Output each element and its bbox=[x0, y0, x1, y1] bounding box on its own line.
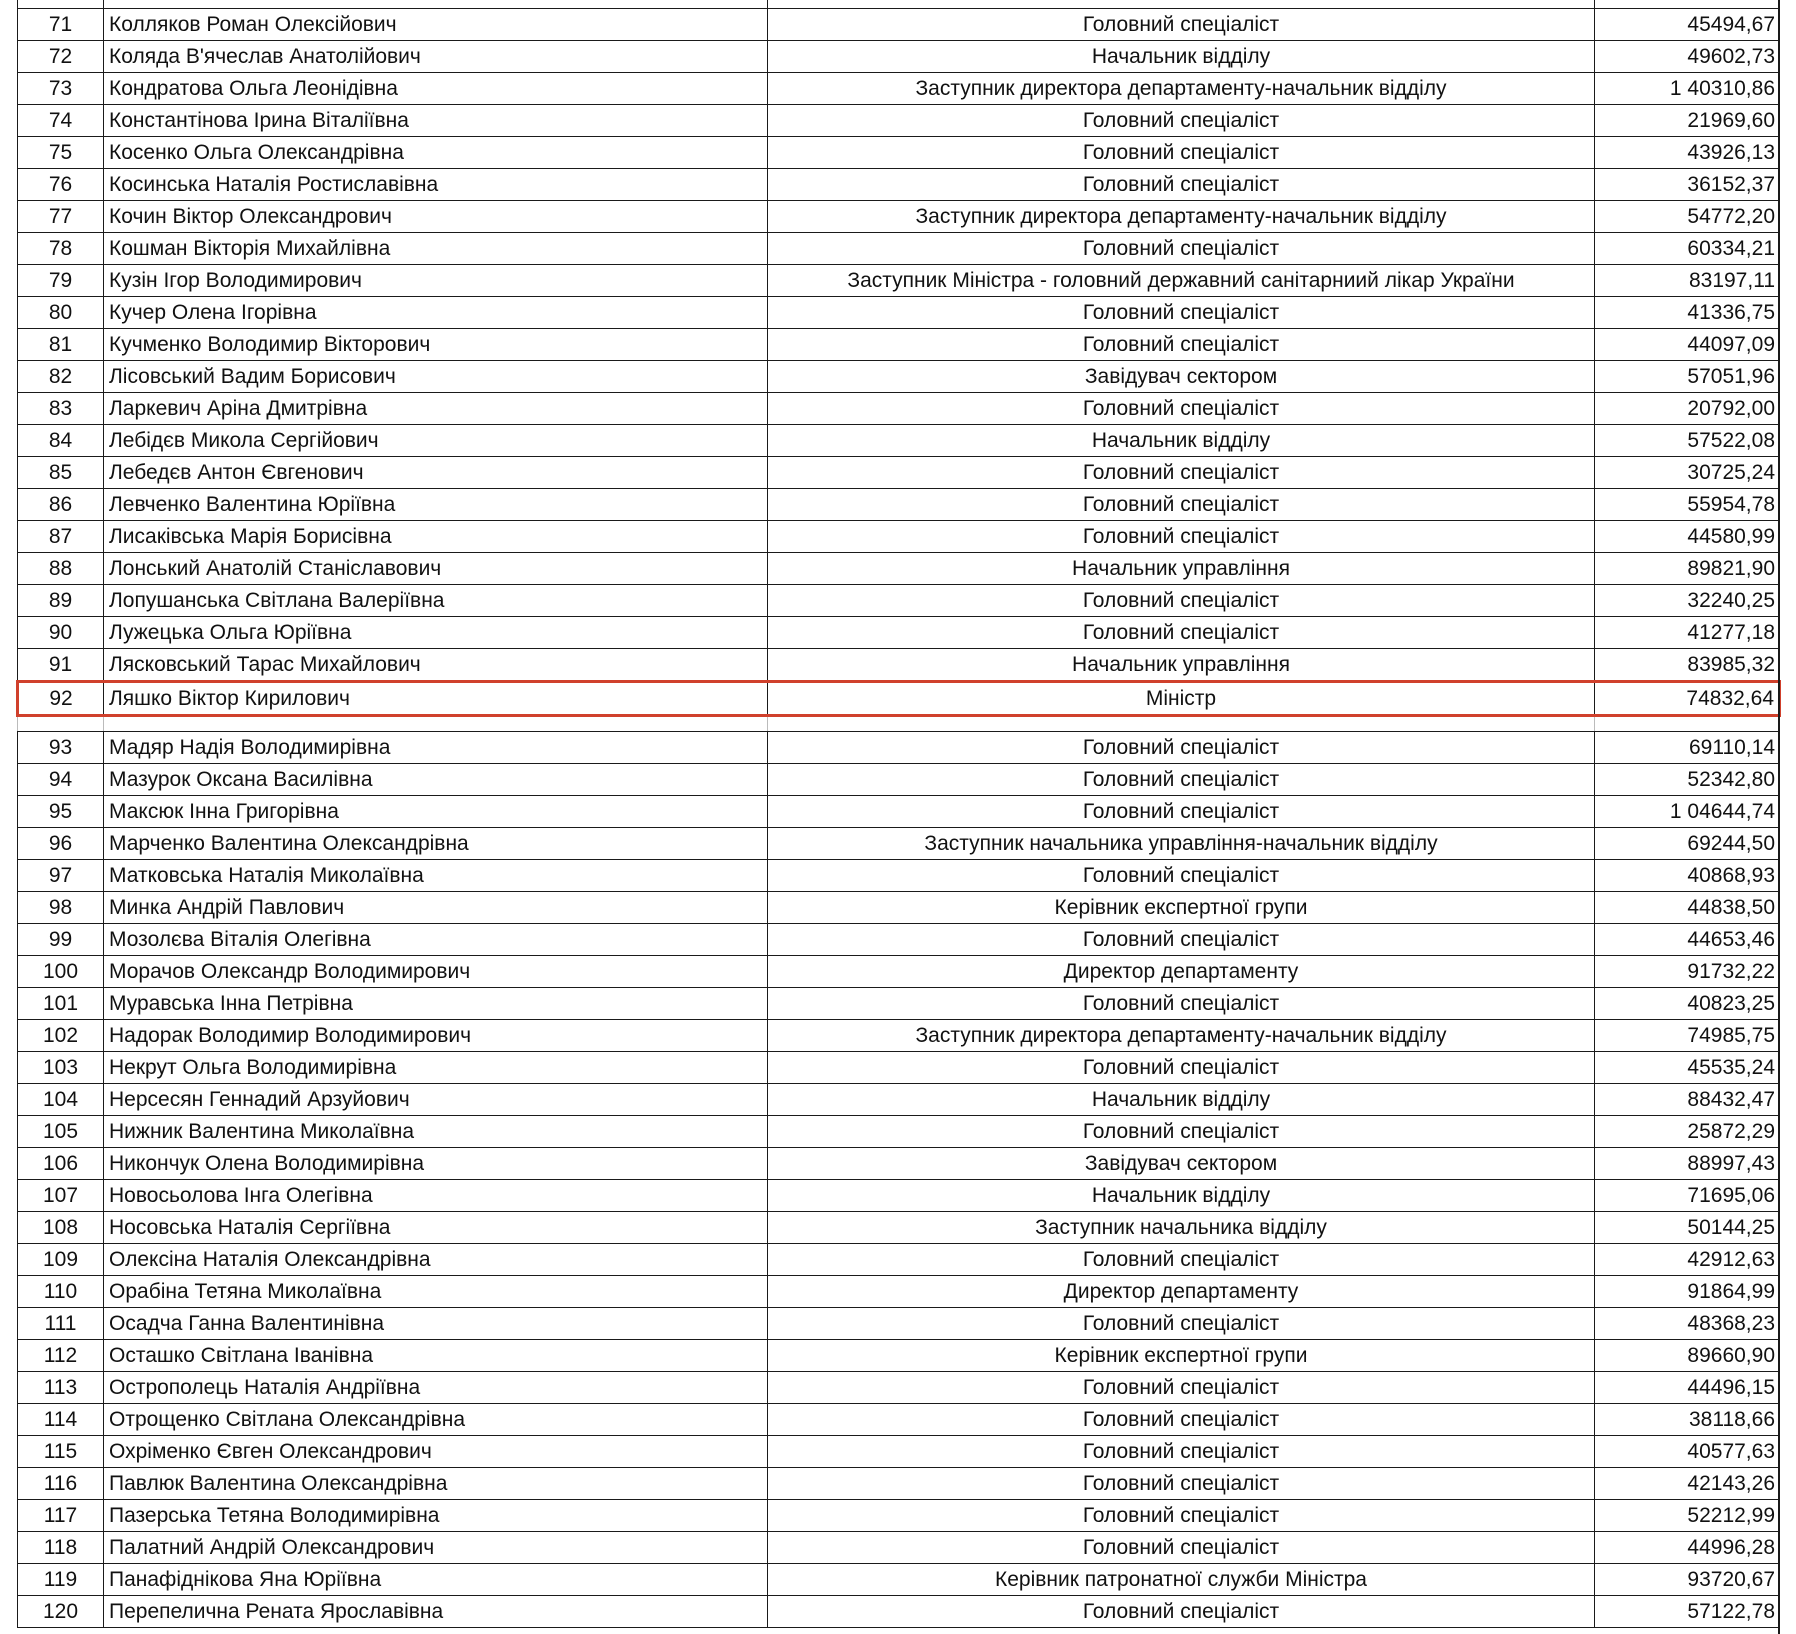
cell-position: Головний спеціаліст bbox=[768, 1595, 1595, 1627]
cell-salary: 69244,50 bbox=[1595, 827, 1780, 859]
cell-num: 90 bbox=[18, 616, 104, 648]
cell-name: Левченко Валентина Юріївна bbox=[104, 488, 768, 520]
cell-num: 73 bbox=[18, 72, 104, 104]
cell-position: Головний спеціаліст bbox=[768, 1051, 1595, 1083]
gap-cell bbox=[18, 715, 104, 731]
cell-position: Головний спеціаліст bbox=[768, 795, 1595, 827]
cell-salary: 44996,28 bbox=[1595, 1531, 1780, 1563]
table-row[interactable] bbox=[18, 424, 1780, 456]
table-body-highlight bbox=[18, 681, 1780, 731]
cell-name: Колляков Роман Олексійович bbox=[104, 8, 768, 40]
cell-position: Головний спеціаліст bbox=[768, 1467, 1595, 1499]
table-row[interactable] bbox=[18, 987, 1780, 1019]
table-row[interactable] bbox=[18, 328, 1780, 360]
cell-name: Лясковський Тарас Михайлович bbox=[104, 648, 768, 681]
cell-salary: 57051,96 bbox=[1595, 360, 1780, 392]
cell-name: Надорак Володимир Володимирович bbox=[104, 1019, 768, 1051]
table-row[interactable] bbox=[18, 456, 1780, 488]
cell-position: Головний спеціаліст bbox=[768, 923, 1595, 955]
table-row[interactable] bbox=[18, 1179, 1780, 1211]
cell-name: Коляда В'ячеслав Анатолійович bbox=[104, 40, 768, 72]
cell-num: 109 bbox=[18, 1243, 104, 1275]
cell-position: Заступник директора департаменту-начальник відділу bbox=[768, 200, 1595, 232]
cell-salary: 52342,80 bbox=[1595, 763, 1780, 795]
table-row[interactable] bbox=[18, 232, 1780, 264]
cell-salary: 57522,08 bbox=[1595, 424, 1780, 456]
cell-name: Нерсесян Геннадий Арзуйович bbox=[104, 1083, 768, 1115]
table-row[interactable] bbox=[18, 1467, 1780, 1499]
cell-name: Палатний Андрій Олександрович bbox=[104, 1531, 768, 1563]
cell-position: Головний спеціаліст bbox=[768, 763, 1595, 795]
table-row[interactable] bbox=[18, 891, 1780, 923]
table-row[interactable] bbox=[18, 1147, 1780, 1179]
cell-name: Лужецька Ольга Юріївна bbox=[104, 616, 768, 648]
table-row[interactable] bbox=[18, 264, 1780, 296]
table-row[interactable] bbox=[18, 1595, 1780, 1627]
cell-salary: 38118,66 bbox=[1595, 1403, 1780, 1435]
table-row[interactable] bbox=[18, 859, 1780, 891]
cell-name: Никончук Олена Володимирівна bbox=[104, 1147, 768, 1179]
cell-num: 112 bbox=[18, 1339, 104, 1371]
table-row[interactable] bbox=[18, 296, 1780, 328]
cell-salary: 93720,67 bbox=[1595, 1563, 1780, 1595]
cell-name: Минка Андрій Павлович bbox=[104, 891, 768, 923]
cell-name: Лонський Анатолій Станіславович bbox=[104, 552, 768, 584]
table-row[interactable] bbox=[18, 8, 1780, 40]
cell-salary: 74985,75 bbox=[1595, 1019, 1780, 1051]
cell-num: 71 bbox=[18, 8, 104, 40]
cell-name: Павлюк Валентина Олександрівна bbox=[104, 1467, 768, 1499]
cell-salary: 57122,78 bbox=[1595, 1595, 1780, 1627]
cell-position: Головний спеціаліст bbox=[768, 392, 1595, 424]
cell-name: Лопушанська Світлана Валеріївна bbox=[104, 584, 768, 616]
table-row[interactable] bbox=[18, 955, 1780, 987]
cell-num: 83 bbox=[18, 392, 104, 424]
cell-name: Осташко Світлана Іванівна bbox=[104, 1339, 768, 1371]
cell-position: Начальник відділу bbox=[768, 40, 1595, 72]
table-body-after bbox=[18, 731, 1780, 1627]
cell-salary: 42912,63 bbox=[1595, 1243, 1780, 1275]
cell-position: Заступник начальника відділу bbox=[768, 1211, 1595, 1243]
cell-num: 88 bbox=[18, 552, 104, 584]
cell-salary: 36152,37 bbox=[1595, 168, 1780, 200]
table-row[interactable] bbox=[18, 200, 1780, 232]
table-row[interactable] bbox=[18, 1403, 1780, 1435]
table-row[interactable] bbox=[18, 648, 1780, 681]
cell-name: Нижник Валентина Миколаївна bbox=[104, 1115, 768, 1147]
cell-num: 97 bbox=[18, 859, 104, 891]
table-row[interactable] bbox=[18, 1371, 1780, 1403]
cell-name: Отрощенко Світлана Олександрівна bbox=[104, 1403, 768, 1435]
cell-name: Кучменко Володимир Вікторович bbox=[104, 328, 768, 360]
cell-position: Заступник Міністра - головний державний санітарниий лікар України bbox=[768, 264, 1595, 296]
cell-position: Заступник директора департаменту-начальник відділу bbox=[768, 1019, 1595, 1051]
cell-position: Начальник відділу bbox=[768, 424, 1595, 456]
cell-num: 94 bbox=[18, 763, 104, 795]
cell-name bbox=[104, 0, 768, 8]
cell-num: 84 bbox=[18, 424, 104, 456]
cell-num: 89 bbox=[18, 584, 104, 616]
cell-num: 114 bbox=[18, 1403, 104, 1435]
cell-num: 104 bbox=[18, 1083, 104, 1115]
cell-name: Косинська Наталія Ростиславівна bbox=[104, 168, 768, 200]
cell-position: Головний спеціаліст bbox=[768, 1243, 1595, 1275]
cell-num bbox=[18, 0, 104, 8]
cell-salary: 48368,23 bbox=[1595, 1307, 1780, 1339]
cell-salary: 89821,90 bbox=[1595, 552, 1780, 584]
cell-num: 117 bbox=[18, 1499, 104, 1531]
cell-name: Мадяр Надія Володимирівна bbox=[104, 731, 768, 763]
cell-salary: 91864,99 bbox=[1595, 1275, 1780, 1307]
table-row[interactable] bbox=[18, 1499, 1780, 1531]
cell-position: Головний спеціаліст bbox=[768, 1307, 1595, 1339]
cell-num: 119 bbox=[18, 1563, 104, 1595]
cell-num: 77 bbox=[18, 200, 104, 232]
cell-position: Головний спеціаліст bbox=[768, 1371, 1595, 1403]
cell-name: Перепелична Рената Ярославівна bbox=[104, 1595, 768, 1627]
cell-position: Начальник управління bbox=[768, 552, 1595, 584]
cell-num: 92 bbox=[18, 681, 104, 715]
cell-position: Головний спеціаліст bbox=[768, 104, 1595, 136]
table-row-cut-top bbox=[18, 0, 1780, 8]
cell-position: Начальник відділу bbox=[768, 1083, 1595, 1115]
cell-name: Новосьолова Інга Олегівна bbox=[104, 1179, 768, 1211]
cell-name: Мазурок Оксана Василівна bbox=[104, 763, 768, 795]
cell-salary: 44838,50 bbox=[1595, 891, 1780, 923]
cell-salary: 52212,99 bbox=[1595, 1499, 1780, 1531]
cell-name: Носовська Наталія Сергіївна bbox=[104, 1211, 768, 1243]
cell-salary: 1 04644,74 bbox=[1595, 795, 1780, 827]
cell-position: Головний спеціаліст bbox=[768, 232, 1595, 264]
cell-name: Кошман Вікторія Михайлівна bbox=[104, 232, 768, 264]
cell-num: 80 bbox=[18, 296, 104, 328]
cell-name: Кузін Ігор Володимирович bbox=[104, 264, 768, 296]
cell-name: Муравська Інна Петрівна bbox=[104, 987, 768, 1019]
cell-num: 82 bbox=[18, 360, 104, 392]
cell-salary: 88432,47 bbox=[1595, 1083, 1780, 1115]
cell-name: Кочин Віктор Олександрович bbox=[104, 200, 768, 232]
cell-position: Головний спеціаліст bbox=[768, 1435, 1595, 1467]
cell-num: 118 bbox=[18, 1531, 104, 1563]
cell-position: Головний спеціаліст bbox=[768, 328, 1595, 360]
cell-salary: 83985,32 bbox=[1595, 648, 1780, 681]
table-row[interactable] bbox=[18, 392, 1780, 424]
table-row[interactable] bbox=[18, 72, 1780, 104]
table-row[interactable] bbox=[18, 1019, 1780, 1051]
cell-num: 96 bbox=[18, 827, 104, 859]
cell-position: Начальник відділу bbox=[768, 1179, 1595, 1211]
cell-num: 93 bbox=[18, 731, 104, 763]
cell-num: 74 bbox=[18, 104, 104, 136]
cell-position: Головний спеціаліст bbox=[768, 616, 1595, 648]
cell-position: Завідувач сектором bbox=[768, 1147, 1595, 1179]
cell-position: Головний спеціаліст bbox=[768, 520, 1595, 552]
table-row[interactable] bbox=[18, 136, 1780, 168]
cell-position: Головний спеціаліст bbox=[768, 731, 1595, 763]
table-row[interactable] bbox=[18, 1083, 1780, 1115]
salary-table bbox=[16, 0, 1781, 1628]
cell-salary: 1 40310,86 bbox=[1595, 72, 1780, 104]
cell-num: 110 bbox=[18, 1275, 104, 1307]
cell-salary: 55954,78 bbox=[1595, 488, 1780, 520]
cell-num: 100 bbox=[18, 955, 104, 987]
table-row[interactable] bbox=[18, 923, 1780, 955]
cell-num: 107 bbox=[18, 1179, 104, 1211]
cell-name: Некрут Ольга Володимирівна bbox=[104, 1051, 768, 1083]
cell-num: 98 bbox=[18, 891, 104, 923]
cell-name: Охріменко Євген Олександрович bbox=[104, 1435, 768, 1467]
cell-salary: 43926,13 bbox=[1595, 136, 1780, 168]
cell-salary: 41277,18 bbox=[1595, 616, 1780, 648]
cell-name: Кучер Олена Ігорівна bbox=[104, 296, 768, 328]
cell-salary: 25872,29 bbox=[1595, 1115, 1780, 1147]
salary-table-sheet bbox=[16, 0, 1778, 1628]
cell-salary: 40823,25 bbox=[1595, 987, 1780, 1019]
cell-position: Заступник начальника управління-начальник відділу bbox=[768, 827, 1595, 859]
table-row[interactable] bbox=[18, 552, 1780, 584]
table-row[interactable] bbox=[18, 1563, 1780, 1595]
cell-num: 120 bbox=[18, 1595, 104, 1627]
cell-num: 81 bbox=[18, 328, 104, 360]
cell-num: 115 bbox=[18, 1435, 104, 1467]
cell-salary: 88997,43 bbox=[1595, 1147, 1780, 1179]
table-row[interactable] bbox=[18, 795, 1780, 827]
table-row[interactable] bbox=[18, 488, 1780, 520]
cell-salary: 32240,25 bbox=[1595, 584, 1780, 616]
cell-name: Марченко Валентина Олександрівна bbox=[104, 827, 768, 859]
cell-name: Пазерська Тетяна Володимирівна bbox=[104, 1499, 768, 1531]
cell-position: Начальник управління bbox=[768, 648, 1595, 681]
cell-position: Головний спеціаліст bbox=[768, 1115, 1595, 1147]
cell-num: 116 bbox=[18, 1467, 104, 1499]
cell-num: 87 bbox=[18, 520, 104, 552]
table-row[interactable] bbox=[18, 1435, 1780, 1467]
cell-position: Головний спеціаліст bbox=[768, 1531, 1595, 1563]
cell-position: Головний спеціаліст bbox=[768, 488, 1595, 520]
cell-position: Головний спеціаліст bbox=[768, 136, 1595, 168]
table-row[interactable] bbox=[18, 731, 1780, 763]
cell-num: 105 bbox=[18, 1115, 104, 1147]
cell-salary: 42143,26 bbox=[1595, 1467, 1780, 1499]
cell-name: Лисаківська Марія Борисівна bbox=[104, 520, 768, 552]
table-row[interactable] bbox=[18, 1339, 1780, 1371]
table-row[interactable] bbox=[18, 40, 1780, 72]
cell-num: 111 bbox=[18, 1307, 104, 1339]
cell-salary: 40577,63 bbox=[1595, 1435, 1780, 1467]
cell-num: 72 bbox=[18, 40, 104, 72]
table-body-before bbox=[18, 0, 1780, 681]
cell-salary: 71695,06 bbox=[1595, 1179, 1780, 1211]
cell-salary: 41336,75 bbox=[1595, 296, 1780, 328]
cell-num: 108 bbox=[18, 1211, 104, 1243]
gap-cell bbox=[1595, 715, 1780, 731]
table-row[interactable] bbox=[18, 168, 1780, 200]
cell-num: 86 bbox=[18, 488, 104, 520]
highlighted-table-row[interactable] bbox=[18, 681, 1780, 715]
cell-name: Кондратова Ольга Леонідівна bbox=[104, 72, 768, 104]
cell-salary: 30725,24 bbox=[1595, 456, 1780, 488]
cell-name: Осадча Ганна Валентинівна bbox=[104, 1307, 768, 1339]
cell-position: Головний спеціаліст bbox=[768, 1499, 1595, 1531]
cell-salary: 49602,73 bbox=[1595, 40, 1780, 72]
table-row[interactable] bbox=[18, 360, 1780, 392]
cell-num: 99 bbox=[18, 923, 104, 955]
cell-position: Завідувач сектором bbox=[768, 360, 1595, 392]
cell-num: 85 bbox=[18, 456, 104, 488]
cell-position: Директор департаменту bbox=[768, 1275, 1595, 1307]
cell-salary: 21969,60 bbox=[1595, 104, 1780, 136]
table-row[interactable] bbox=[18, 616, 1780, 648]
cell-name: Орабіна Тетяна Миколаївна bbox=[104, 1275, 768, 1307]
cell-position: Головний спеціаліст bbox=[768, 296, 1595, 328]
cell-salary: 54772,20 bbox=[1595, 200, 1780, 232]
cell-salary: 40868,93 bbox=[1595, 859, 1780, 891]
cell-position: Керівник патронатної служби Міністра bbox=[768, 1563, 1595, 1595]
cell-position: Головний спеціаліст bbox=[768, 1403, 1595, 1435]
page-break-gap bbox=[18, 715, 1780, 731]
cell-position: Головний спеціаліст bbox=[768, 456, 1595, 488]
table-row[interactable] bbox=[18, 1531, 1780, 1563]
cell-name: Ляшко Віктор Кирилович bbox=[104, 681, 768, 715]
table-row[interactable] bbox=[18, 584, 1780, 616]
cell-salary: 83197,11 bbox=[1595, 264, 1780, 296]
cell-name: Косенко Ольга Олександрівна bbox=[104, 136, 768, 168]
cell-position: Міністр bbox=[768, 681, 1595, 715]
gap-cell bbox=[768, 715, 1595, 731]
cell-name: Острополець Наталія Андріївна bbox=[104, 1371, 768, 1403]
table-row[interactable] bbox=[18, 763, 1780, 795]
cell-name: Константінова Ірина Віталіївна bbox=[104, 104, 768, 136]
cell-salary: 44097,09 bbox=[1595, 328, 1780, 360]
cell-position bbox=[768, 0, 1595, 8]
cell-salary: 69110,14 bbox=[1595, 731, 1780, 763]
cell-salary: 45494,67 bbox=[1595, 8, 1780, 40]
cell-name: Панафіднікова Яна Юріївна bbox=[104, 1563, 768, 1595]
table-row[interactable] bbox=[18, 104, 1780, 136]
cell-position: Керівник експертної групи bbox=[768, 891, 1595, 923]
cell-salary: 20792,00 bbox=[1595, 392, 1780, 424]
cell-name: Матковська Наталія Миколаївна bbox=[104, 859, 768, 891]
cell-salary: 44653,46 bbox=[1595, 923, 1780, 955]
cell-name: Лебедєв Антон Євгенович bbox=[104, 456, 768, 488]
cell-salary: 89660,90 bbox=[1595, 1339, 1780, 1371]
cell-position: Директор департаменту bbox=[768, 955, 1595, 987]
cell-num: 95 bbox=[18, 795, 104, 827]
cell-name: Морачов Олександр Володимирович bbox=[104, 955, 768, 987]
cell-num: 101 bbox=[18, 987, 104, 1019]
table-row[interactable] bbox=[18, 1275, 1780, 1307]
cell-salary: 91732,22 bbox=[1595, 955, 1780, 987]
cell-position: Керівник експертної групи bbox=[768, 1339, 1595, 1371]
table-row[interactable] bbox=[18, 1307, 1780, 1339]
cell-num: 91 bbox=[18, 648, 104, 681]
cell-position: Заступник директора департаменту-начальник відділу bbox=[768, 72, 1595, 104]
cell-num: 78 bbox=[18, 232, 104, 264]
table-row[interactable] bbox=[18, 1211, 1780, 1243]
table-row[interactable] bbox=[18, 520, 1780, 552]
cell-num: 103 bbox=[18, 1051, 104, 1083]
cell-position: Головний спеціаліст bbox=[768, 584, 1595, 616]
cell-position: Головний спеціаліст bbox=[768, 8, 1595, 40]
cell-salary: 45535,24 bbox=[1595, 1051, 1780, 1083]
cell-position: Головний спеціаліст bbox=[768, 859, 1595, 891]
cell-name: Максюк Інна Григорівна bbox=[104, 795, 768, 827]
cell-salary: 44580,99 bbox=[1595, 520, 1780, 552]
cell-name: Мозолєва Віталія Олегівна bbox=[104, 923, 768, 955]
cell-num: 75 bbox=[18, 136, 104, 168]
cell-num: 106 bbox=[18, 1147, 104, 1179]
table-row[interactable] bbox=[18, 1051, 1780, 1083]
cell-salary: 44496,15 bbox=[1595, 1371, 1780, 1403]
cell-salary: 74832,64 bbox=[1595, 681, 1780, 715]
table-row[interactable] bbox=[18, 1243, 1780, 1275]
table-row[interactable] bbox=[18, 827, 1780, 859]
cell-num: 76 bbox=[18, 168, 104, 200]
cell-salary: 60334,21 bbox=[1595, 232, 1780, 264]
cell-name: Лебідєв Микола Сергійович bbox=[104, 424, 768, 456]
right-border-line bbox=[1778, 0, 1780, 1634]
cell-name: Олексіна Наталія Олександрівна bbox=[104, 1243, 768, 1275]
cell-num: 102 bbox=[18, 1019, 104, 1051]
gap-cell bbox=[104, 715, 768, 731]
table-row[interactable] bbox=[18, 1115, 1780, 1147]
cell-name: Лісовський Вадим Борисович bbox=[104, 360, 768, 392]
cell-position: Головний спеціаліст bbox=[768, 987, 1595, 1019]
cell-num: 79 bbox=[18, 264, 104, 296]
cell-num: 113 bbox=[18, 1371, 104, 1403]
cell-salary bbox=[1595, 0, 1780, 8]
cell-name: Ларкевич Аріна Дмитрівна bbox=[104, 392, 768, 424]
cell-salary: 50144,25 bbox=[1595, 1211, 1780, 1243]
cell-position: Головний спеціаліст bbox=[768, 168, 1595, 200]
